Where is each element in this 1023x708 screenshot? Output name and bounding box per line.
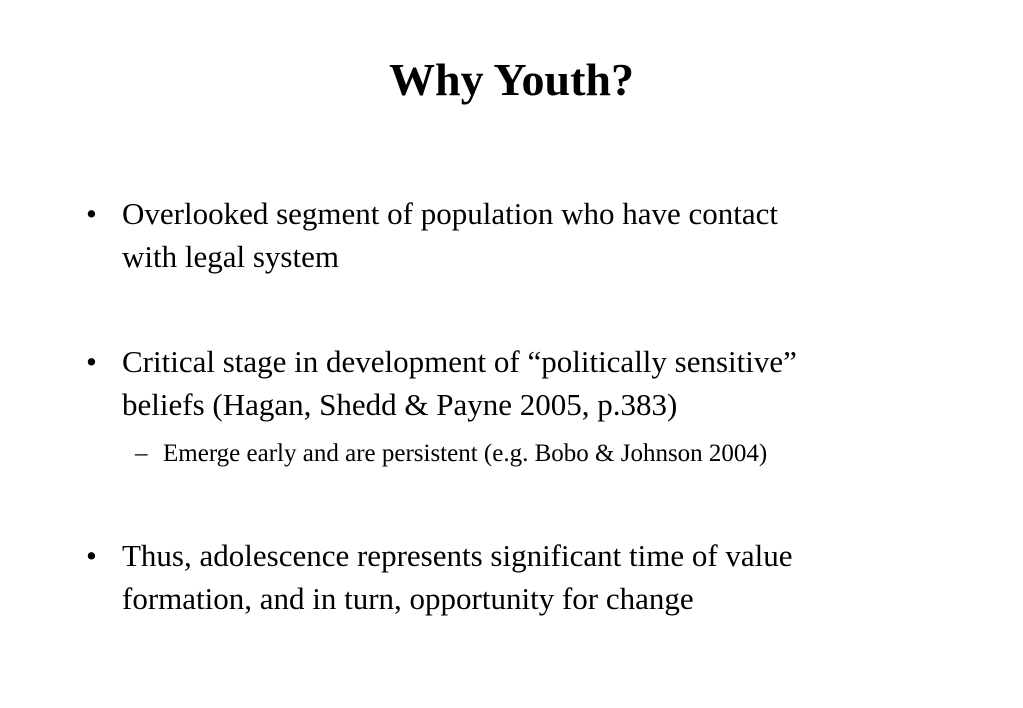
slide-title: Why Youth?	[389, 54, 634, 105]
bullet-text-line: Critical stage in development of “politically sensitive”	[122, 344, 797, 379]
bullet-text-line: Overlooked segment of population who have contact	[122, 196, 778, 231]
bullet-marker: •	[86, 538, 97, 573]
bullet-text	[122, 534, 946, 620]
bullet-text-line: Thus, adolescence represents significant time of value	[122, 538, 793, 573]
bullet-text	[122, 340, 946, 426]
bullet-text-line: formation, and in turn, opportunity for change	[122, 581, 694, 616]
bullet-text-line: with legal system	[122, 239, 339, 274]
bullet-text-line: beliefs (Hagan, Shedd & Payne 2005, p.383)	[122, 387, 678, 422]
bullet-marker: •	[86, 344, 97, 379]
bullet-marker: •	[86, 196, 97, 231]
sub-bullet-text: Emerge early and are persistent (e.g. Bobo & Johnson 2004)	[163, 440, 768, 467]
bullet-text	[122, 192, 946, 278]
sub-bullet-marker: –	[135, 440, 148, 467]
